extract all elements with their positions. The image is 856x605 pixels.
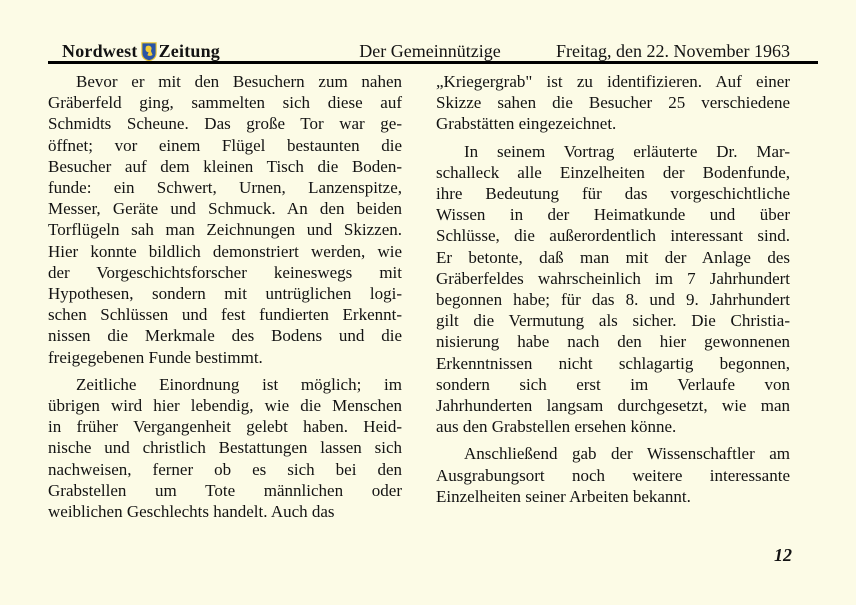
text-line: übrigen wird hier lebendig, wie die Menschen (48, 396, 402, 416)
crest-shield-icon (141, 42, 157, 61)
paragraph (436, 141, 790, 438)
header-rule-divider (48, 61, 818, 64)
text-line: Er betonte, daß man mit der Anlage des (436, 247, 790, 267)
text-line: Bevor er mit den Besuchern zum nahen (76, 72, 402, 91)
page-number: 12 (774, 545, 792, 565)
text-line: Hypothesen, sondern mit untrüglichen logi- (48, 284, 402, 304)
text-line: funde: ein Schwert, Urnen, Lanzenspitze, (48, 178, 402, 198)
text-line: weiblichen Geschlechts handelt. Auch das (48, 502, 335, 522)
text-line: ihre Bedeutung für das vorgeschichtliche (436, 184, 790, 204)
text-line: nissen die Merkmale des Bodens und die (48, 326, 402, 346)
text-line: schalleck alle Einzelheiten der Bodenfunde, (436, 162, 790, 182)
text-line: Ausgrabungsort noch weitere interessante (436, 465, 790, 485)
text-line: Schlüsse, die außerordentlich interessant sind. (436, 226, 790, 246)
text-line: Gräberfeld ging, sammelten sich diese auf (48, 93, 402, 113)
paragraph (48, 71, 402, 368)
text-line: Gräberfeldes wahrscheinlich im 7 Jahrhundert (436, 268, 790, 288)
text-line: der Vorgeschichtsforscher keineswegs mit (48, 262, 402, 282)
text-line: Torflügeln sah man Zeichnungen und Skizzen. (48, 220, 402, 240)
text-line: Skizze sahen die Besucher 25 verschiedene (436, 93, 790, 113)
text-line: öffnet; vor einem Flügel bestaunten die (48, 135, 402, 155)
paragraph (436, 71, 790, 135)
text-line: Einzelheiten seiner Arbeiten bekannt. (436, 486, 691, 506)
text-line: schen Schlüssen und fest fundierten Erkennt- (48, 305, 402, 325)
text-line: Wissen in der Heimatkunde und über (436, 205, 790, 225)
text-line: Hier konnte bildlich demonstriert werden, wie (48, 241, 402, 261)
text-line: begonnen habe; für das 8. und 9. Jahrhundert (436, 290, 790, 310)
article-body (48, 71, 790, 528)
text-line: in früher Vergangenheit gelebt haben. Heid- (48, 417, 402, 437)
page-header (48, 41, 818, 63)
text-line: Messer, Geräte und Schmuck. An den beiden (48, 199, 402, 219)
text-line: „Kriegergrab" ist zu identifizieren. Auf einer (436, 72, 790, 91)
masthead-left-text: Nordwest (62, 41, 138, 61)
text-line: Grabstellen um Tote männlichen oder (48, 480, 402, 500)
text-line: freigegebenen Funde bestimmt. (48, 347, 263, 367)
text-line: nisierung habe nach den hier gewonnenen (436, 332, 790, 352)
text-line: Zeitliche Einordnung ist möglich; im (76, 374, 402, 394)
masthead-right-text: Zeitung (158, 41, 221, 61)
text-line: Besucher auf dem kleinen Tisch die Boden- (48, 156, 402, 176)
issue-date: Freitag, den 22. November 1963 (556, 41, 790, 61)
paragraph (48, 374, 402, 522)
text-line: nische und christlich Bestattungen lassen sich (48, 438, 402, 458)
text-line: aus den Grabstellen ersehen könne. (436, 417, 677, 437)
text-line: In seinem Vortrag erläuterte Dr. Mar- (464, 141, 790, 161)
text-line: Erkenntnissen nicht schlagartig begonnen, (436, 353, 790, 373)
right-column (436, 71, 790, 528)
section-title: Der Gemeinnützige (359, 41, 501, 61)
text-line: Grabstätten eingezeichnet. (436, 114, 617, 134)
text-line: Jahrhunderten langsam durchgesetzt, wie man (436, 396, 790, 416)
text-line: nachweisen, ferner ob es sich bei den (48, 459, 402, 479)
text-line: Schmidts Scheune. Das große Tor war ge- (48, 114, 402, 134)
paragraph (436, 443, 790, 507)
masthead (62, 41, 220, 62)
text-line: gilt die Vermutung als sicher. Die Christia- (436, 311, 790, 331)
text-line: Anschließend gab der Wissenschaftler am (464, 444, 790, 464)
text-line: sondern sich erst im Verlaufe von (436, 374, 790, 394)
left-column (48, 71, 402, 528)
